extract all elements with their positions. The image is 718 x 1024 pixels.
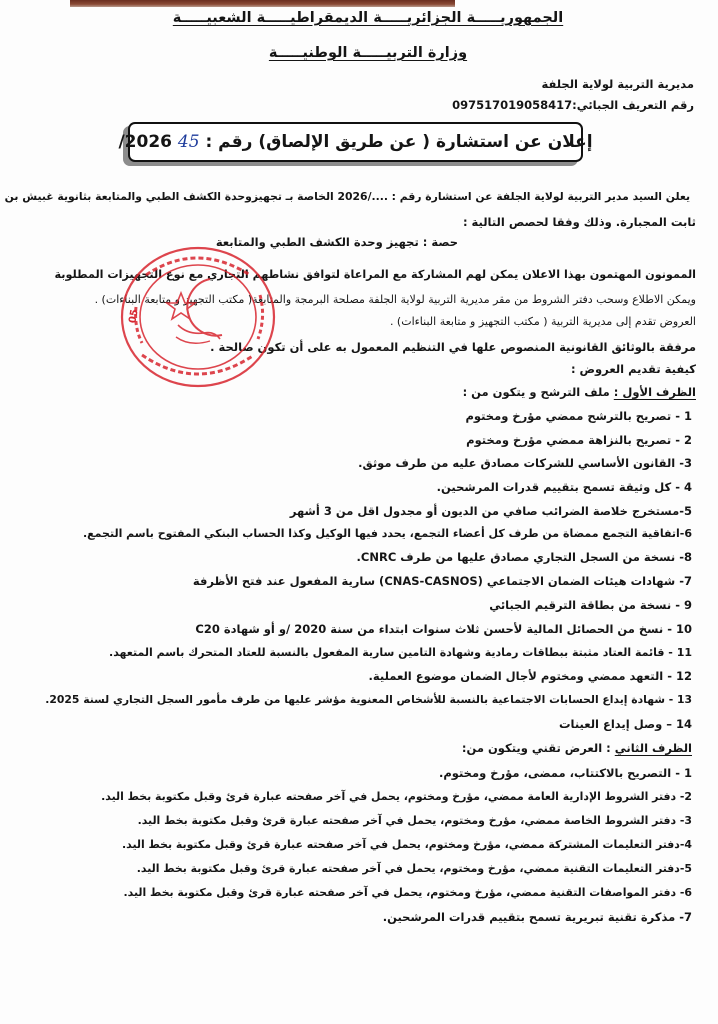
- tax-id-label: رقم التعريف الجبائي:097517019058417: [452, 98, 694, 112]
- envelope-2-item: 1 - التصريح بالاكتتاب، ممضى، مؤرخ ومختوم.: [438, 766, 692, 780]
- envelope-1-item: 7- شهادات هيئات الضمان الاجتماعي (CNAS-CASNOS) سارية المفعول عند فتح الأظرفة: [192, 574, 692, 588]
- envelope-2-item: 4-دفتر التعليمات المشتركة ممضي، مؤرخ ومختوم، يحمل في آخر صفحته عبارة قرئ وقبل مكتوبة بخط اليد.: [122, 838, 692, 851]
- envelope-1-item: 3- القانون الأساسي للشركات مصادق عليه من طرف موثق.: [358, 456, 692, 470]
- paragraph-3: العروض تقدم إلى مديرية التربية ( مكتب التجهيز و متابعة البناءات) .: [389, 315, 696, 328]
- crescent-icon: [187, 279, 222, 336]
- republic-heading: الجمهوريـــــة الجزائريـــــة الديمقراطيـــــة الشعبيـــــة: [172, 10, 564, 26]
- announcement-title-box: [118, 122, 593, 162]
- directorate-label: مديرية التربية لولاية الجلفة: [541, 77, 694, 91]
- envelope-1-item: 12 - التعهد ممضي ومختوم لأجال الضمان موضوع العملية.: [368, 669, 692, 683]
- envelope-2-item: 7- مذكرة تقنية تبريرية تسمح بتقييم قدرات المرشحين.: [382, 910, 692, 924]
- envelope-1-item: 6-اتفاقية التجمع ممضاة من طرف كل أعضاء التجمع، يحدد فيها الوكيل وكذا الحساب البنكي المفتوح باسم التجمع.: [82, 527, 692, 540]
- intro-line-1: يعلن السيد مدير التربية لولاية الجلفة عن استشارة رقم : ..../2026 الخاصة بـ تجهيزوحدة الكشف الطبي والمتابعة بثانوية غبيش بن: [4, 190, 690, 203]
- envelope-1-item: 2 - تصريح بالنزاهة ممضي مؤرخ ومختوم: [466, 433, 692, 447]
- envelope-1-item: 11 - قائمة العتاد مثبتة ببطاقات رمادية وشهادة التامين سارية المفعول بالنسبة للعتاد المتحرك باسم المتعهد.: [109, 646, 692, 659]
- envelope-1-item: 13 - شهادة إيداع الحسابات الاجتماعية بالنسبة للأشخاص المعنوية مؤشر عليها من طرف مأمور السجل التجاري لسنة 2025.: [45, 693, 692, 706]
- envelope-2-item: 5-دفتر التعليمات التقنية ممضي، مؤرخ ومختوم، يحمل في آخر صفحته عبارة قرئ وقبل مكتوبة بخط اليد.: [136, 862, 692, 875]
- ministry-heading: وزارة التربيـــــة الوطنيـــــة: [268, 45, 468, 61]
- envelope-1-item: 10 - نسخ من الحصائل المالية لأحسن ثلاث سنوات ابتداء من سنة 2020 /و أو شهادة C20: [195, 622, 692, 636]
- handwritten-number: 45: [177, 132, 200, 152]
- intro-line-2: ثابت المجبارة. وذلك وفقا لحصص التالية :: [462, 215, 696, 229]
- envelope-1-item: 5-مستخرج خلاصة الضرائب صافي من الديون أو مجدول اقل من 3 أشهر: [289, 504, 692, 518]
- paragraph-1: الممونون المهتمون بهذا الاعلان يمكن لهم المشاركة مع المراعاة لتوافق نشاطهم التجاري مع نوع التجهيزات المطلوبة: [54, 268, 696, 281]
- scan-edge-strip: [70, 0, 455, 7]
- envelope-1-desc: ملف الترشح و يتكون من :: [462, 385, 610, 399]
- envelope-1-item: 14 – وصل إيداع العينات: [558, 717, 692, 731]
- envelope-1-heading: [463, 385, 696, 399]
- envelope-2-item: 3- دفتر الشروط الخاصة ممضي، مؤرخ ومختوم، يحمل في آخر صفحته عبارة قرئ وقبل مكتوبة بخط اليد.: [137, 814, 692, 827]
- envelope-1-label: الظرف الأول :: [613, 385, 696, 399]
- how-to-submit-heading: كيفية تقديم العروض :: [570, 362, 696, 376]
- envelope-2-item: 6- دفتر المواصفات التقنية ممضي، مؤرخ ومختوم، يحمل في آخر صفحته عبارة قرئ وقبل مكتوبة بخط اليد.: [123, 886, 692, 899]
- official-stamp: [118, 245, 278, 390]
- envelope-2-desc: : العرض تقني ويتكون من:: [461, 741, 615, 755]
- envelope-1-item: 9 - نسخة من بطاقة الترقيم الجبائي: [489, 598, 692, 612]
- envelope-2-label: الظرف الثاني: [614, 741, 692, 755]
- envelope-1-item: 4 - كل وثيقة تسمح بتقييم قدرات المرشحين.: [436, 480, 692, 494]
- announcement-title: [118, 132, 592, 152]
- title-text: إعلان عن استشارة ( عن طريق الإلصاق) رقم :: [205, 132, 593, 152]
- lot-heading: حصة : تجهيز وحدة الكشف الطبي والمتابعة: [215, 235, 458, 249]
- envelope-2-item: 2- دفتر الشروط الإدارية العامة ممضي، مؤرخ ومختوم، يحمل في آخر صفحته عبارة قرئ وقبل مكتوبة بخط اليد.: [101, 790, 692, 803]
- envelope-1-item: 1 - تصريح بالترشح ممضي مؤرخ ومختوم: [465, 409, 692, 423]
- stamp-label: 05: [127, 308, 141, 325]
- envelope-1-item: 8- نسخة من السجل التجاري مصادق عليها من طرف CNRC.: [356, 550, 692, 564]
- paragraph-4: مرفقة بالوثائق القانونية المنصوص علها في التنظيم المعمول به على أن تكون صالحة .: [210, 340, 696, 354]
- paragraph-2: ويمكن الاطلاع وسحب دفتر الشروط من مقر مديرية التربية لولاية الجلفة مصلحة البرمجة والمتابعة( مكتب التجهيز و متابعة البناءات) .: [94, 293, 696, 306]
- envelope-2-heading: [462, 741, 692, 755]
- title-year: 2026/: [118, 132, 172, 152]
